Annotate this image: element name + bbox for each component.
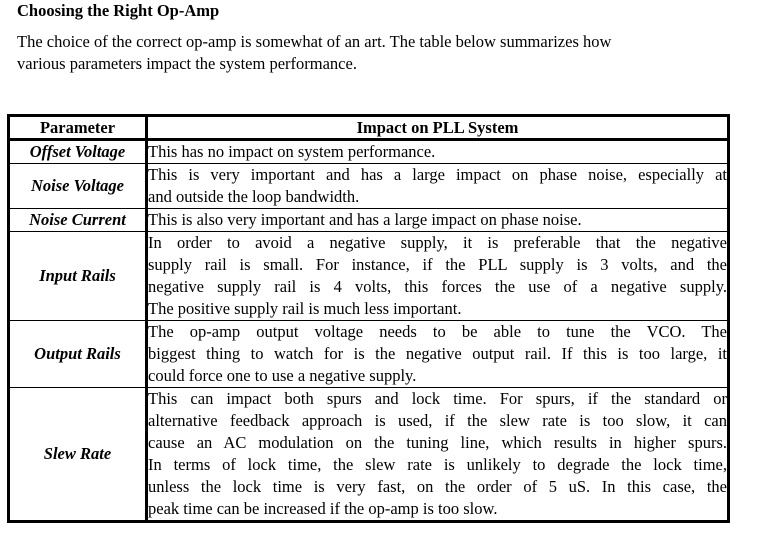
impact-line: This can impact both spurs and lock time. For spurs, if the standard or — [148, 389, 727, 408]
header-parameter: Parameter — [10, 117, 148, 141]
impact-line: alternative feedback approach is used, if the slew rate is too slow, it can — [148, 411, 727, 430]
impact-line: and outside the loop bandwidth. — [148, 187, 360, 206]
impact-line: This is very important and has a large impact on phase noise, especially at — [148, 165, 727, 184]
impact-cell — [148, 208, 727, 231]
impact-line: The positive supply rail is much less important. — [148, 299, 462, 318]
impact-line: This is also very important and has a large impact on phase noise. — [148, 210, 582, 229]
impact-cell — [148, 163, 727, 208]
parameter-name: Offset Voltage — [10, 141, 148, 163]
impact-line: peak time can be increased if the op-amp is too slow. — [148, 499, 498, 518]
parameter-name: Slew Rate — [10, 387, 148, 520]
impact-cell — [148, 320, 727, 387]
impact-line: biggest thing to watch for is the negative output rail. If this is too large, it — [148, 344, 727, 363]
impact-cell — [148, 141, 727, 163]
intro-line: various parameters impact the system performance. — [17, 54, 357, 73]
intro-line: The choice of the correct op-amp is somewhat of an art. The table below summarizes how — [17, 32, 612, 51]
section-heading: Choosing the Right Op-Amp — [17, 1, 220, 20]
impact-line: In order to avoid a negative supply, it is preferable that the negative — [148, 233, 727, 252]
table-row-noise-voltage — [10, 163, 727, 208]
parameter-name: Noise Voltage — [10, 163, 148, 208]
table-header-row — [10, 117, 727, 141]
intro-paragraph — [17, 31, 737, 75]
table-row-offset-voltage — [10, 141, 727, 163]
parameter-name: Noise Current — [10, 208, 148, 231]
table-row-slew-rate — [10, 387, 727, 520]
parameter-name: Output Rails — [10, 320, 148, 387]
parameters-table — [7, 114, 730, 523]
parameter-name: Input Rails — [10, 231, 148, 320]
impact-cell — [148, 387, 727, 520]
header-impact: Impact on PLL System — [148, 117, 727, 141]
impact-line: negative supply rail is 4 volts, this forces the use of a negative supply. — [148, 277, 727, 296]
impact-line: The op-amp output voltage needs to be able to tune the VCO. The — [148, 322, 727, 341]
table-row-noise-current — [10, 208, 727, 231]
impact-line: unless the lock time is very fast, on the order of 5 uS. In this case, the — [148, 477, 727, 496]
table-row-input-rails — [10, 231, 727, 320]
impact-line: In terms of lock time, the slew rate is unlikely to degrade the lock time, — [148, 455, 727, 474]
impact-line: could force one to use a negative supply. — [148, 366, 417, 385]
impact-cell — [148, 231, 727, 320]
impact-line: This has no impact on system performance. — [148, 142, 436, 161]
table-row-output-rails — [10, 320, 727, 387]
impact-line: supply rail is small. For instance, if the PLL supply is 3 volts, and the — [148, 255, 727, 274]
impact-line: cause an AC modulation on the tuning line, which results in higher spurs. — [148, 433, 727, 452]
